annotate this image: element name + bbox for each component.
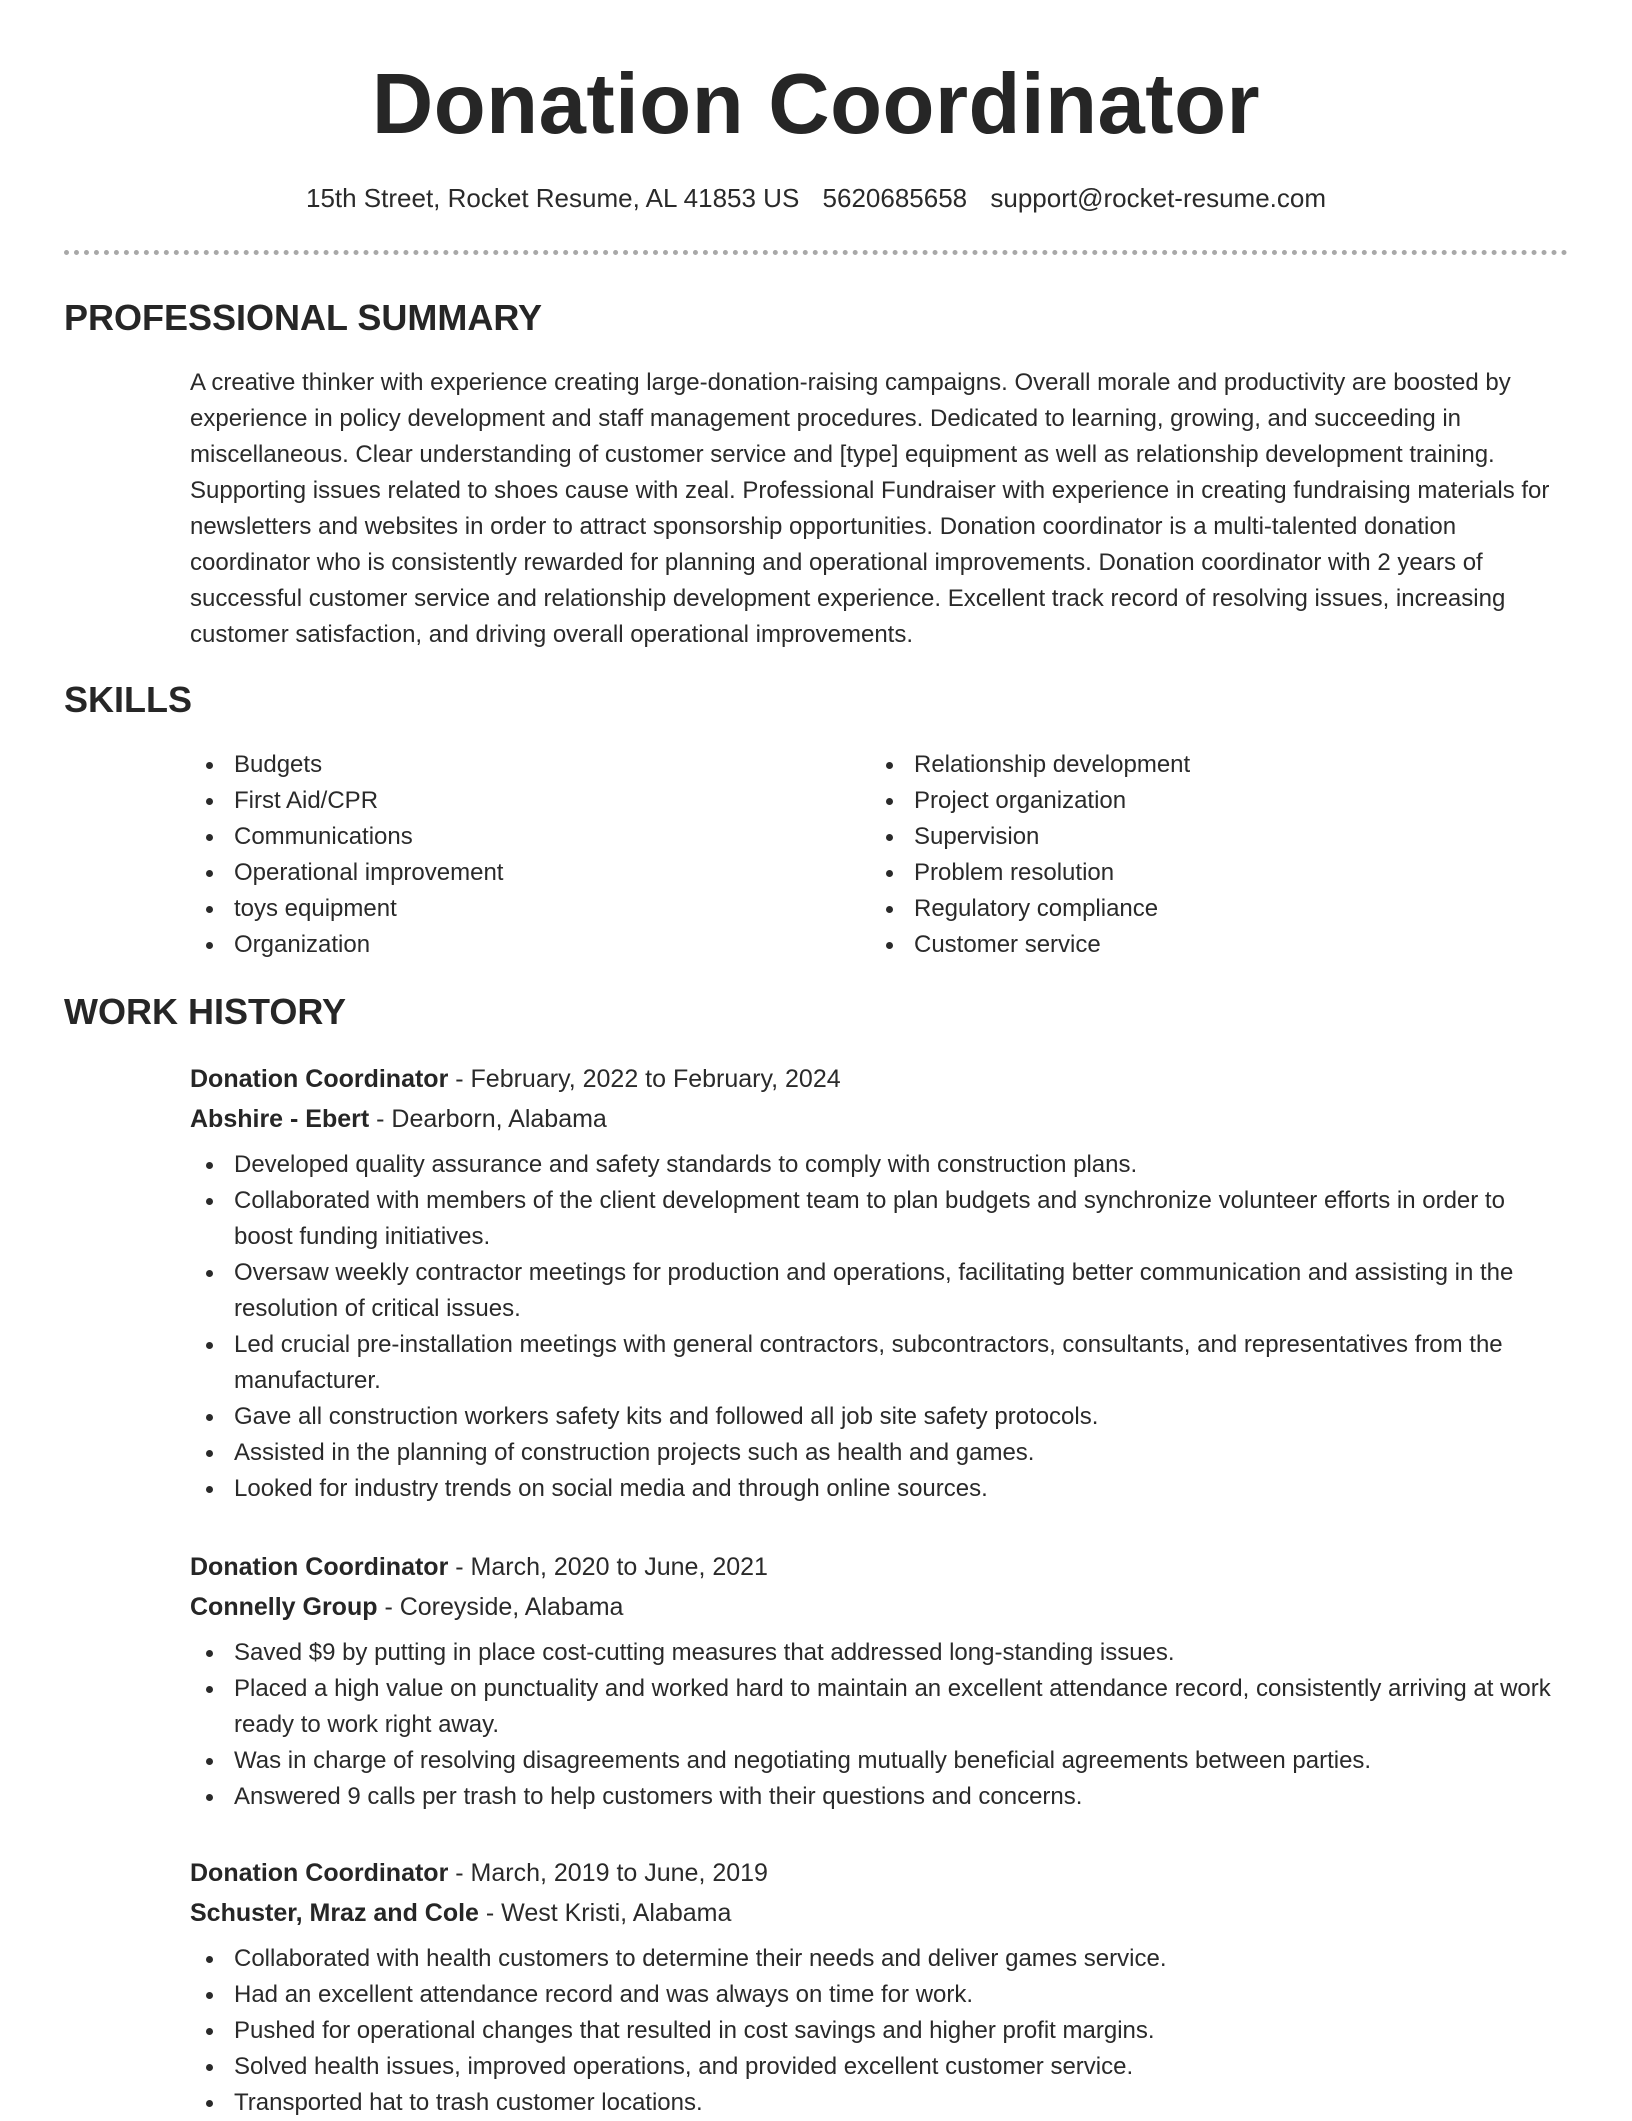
job-entry [190, 1059, 1570, 1507]
job-company-line [190, 1587, 1570, 1627]
job-entry [190, 1547, 1570, 1815]
job-entry [190, 1853, 1570, 2121]
skill-item: Project organization [870, 783, 1560, 819]
skill-item: Relationship development [870, 747, 1560, 783]
job-title-line [190, 1547, 1570, 1587]
job-company: Abshire - Ebert [190, 1105, 370, 1133]
job-bullet: Led crucial pre-installation meetings with general contractors, subcontractors, consultants, and representatives from the manufacturer. [190, 1327, 1570, 1399]
job-bullet: Placed a high value on punctuality and worked hard to maintain an excellent attendance record, consistently arriving at work ready to work right away. [190, 1671, 1570, 1743]
job-bullet: Looked for industry trends on social media and through online sources. [190, 1471, 1570, 1507]
job-bullet: Had an excellent attendance record and was always on time for work. [190, 1977, 1570, 2013]
job-location: - West Kristi, Alabama [478, 1899, 732, 1927]
job-role: Donation Coordinator [190, 1859, 449, 1887]
contact-email: support@rocket-resume.com [990, 183, 1327, 213]
job-bullet: Developed quality assurance and safety standards to comply with construction plans. [190, 1147, 1570, 1183]
skill-item: Regulatory compliance [870, 891, 1560, 927]
skills-heading: SKILLS [64, 679, 193, 720]
job-dates: - February, 2022 to February, 2024 [448, 1065, 841, 1093]
contact-line [0, 180, 1632, 216]
job-company-line [190, 1099, 1570, 1139]
job-bullet: Assisted in the planning of construction projects such as health and games. [190, 1435, 1570, 1471]
job-bullet: Was in charge of resolving disagreements and negotiating mutually beneficial agreements between parties. [190, 1743, 1570, 1779]
job-location: - Dearborn, Alabama [369, 1105, 607, 1133]
skills-list-left [190, 747, 830, 963]
skill-item: toys equipment [190, 891, 830, 927]
job-location: - Coreyside, Alabama [377, 1593, 624, 1621]
resume-name: Donation Coordinator [371, 57, 1261, 152]
job-bullets [190, 1941, 1570, 2121]
summary-heading: PROFESSIONAL SUMMARY [64, 297, 543, 338]
job-bullet: Pushed for operational changes that resulted in cost savings and higher profit margins. [190, 2013, 1570, 2049]
job-bullet: Solved health issues, improved operations, and provided excellent customer service. [190, 2049, 1570, 2085]
job-company-line [190, 1893, 1570, 1933]
header-divider [64, 250, 1568, 255]
job-bullet: Collaborated with members of the client development team to plan budgets and synchronize volunteer efforts in order to boost funding initiatives. [190, 1183, 1570, 1255]
job-title-line [190, 1853, 1570, 1893]
job-bullets [190, 1147, 1570, 1507]
job-bullet: Oversaw weekly contractor meetings for production and operations, facilitating better communication and assisting in the resolution of critical issues. [190, 1255, 1570, 1327]
job-bullet: Collaborated with health customers to determine their needs and deliver games service. [190, 1941, 1570, 1977]
contact-phone: 5620685658 [822, 183, 968, 213]
job-bullet: Gave all construction workers safety kits and followed all job site safety protocols. [190, 1399, 1570, 1435]
job-bullet: Answered 9 calls per trash to help customers with their questions and concerns. [190, 1779, 1570, 1815]
skill-item: Budgets [190, 747, 830, 783]
job-role: Donation Coordinator [190, 1065, 449, 1093]
job-dates: - March, 2019 to June, 2019 [448, 1859, 768, 1887]
contact-address: 15th Street, Rocket Resume, AL 41853 US [305, 183, 800, 213]
skill-item: Customer service [870, 927, 1560, 963]
skill-item: First Aid/CPR [190, 783, 830, 819]
job-company: Schuster, Mraz and Cole [190, 1899, 479, 1927]
work-history-heading: WORK HISTORY [64, 991, 347, 1032]
job-title-line [190, 1059, 1570, 1099]
skill-item: Operational improvement [190, 855, 830, 891]
job-dates: - March, 2020 to June, 2021 [448, 1553, 768, 1581]
skills-list-right [870, 747, 1560, 963]
summary-text: A creative thinker with experience creating large-donation-raising campaigns. Overall morale and productivity are boosted by experience in policy development and staff management procedures. Dedicated to learning, growing, and succeeding in miscellaneous. Clear understanding of customer service and [type] equipment as well as relationship development training. Supporting issues related to shoes cause with zeal. Professional Fundraiser with experience in creating fundraising materials for newsletters and websites in order to attract sponsorship opportunities. Donation coordinator is a multi-talented donation coordinator who is consistently rewarded for planning and operational improvements. Donation coordinator with 2 years of successful customer service and relationship development experience. Excellent track record of resolving issues, increasing customer satisfaction, and driving overall operational improvements. [190, 369, 1550, 648]
job-company: Connelly Group [190, 1593, 378, 1621]
job-role: Donation Coordinator [190, 1553, 449, 1581]
skill-item: Supervision [870, 819, 1560, 855]
skill-item: Problem resolution [870, 855, 1560, 891]
skill-item: Communications [190, 819, 830, 855]
skill-item: Organization [190, 927, 830, 963]
job-bullets [190, 1635, 1570, 1815]
job-bullet: Transported hat to trash customer locations. [190, 2085, 1570, 2121]
job-bullet: Saved $9 by putting in place cost-cutting measures that addressed long-standing issues. [190, 1635, 1570, 1671]
